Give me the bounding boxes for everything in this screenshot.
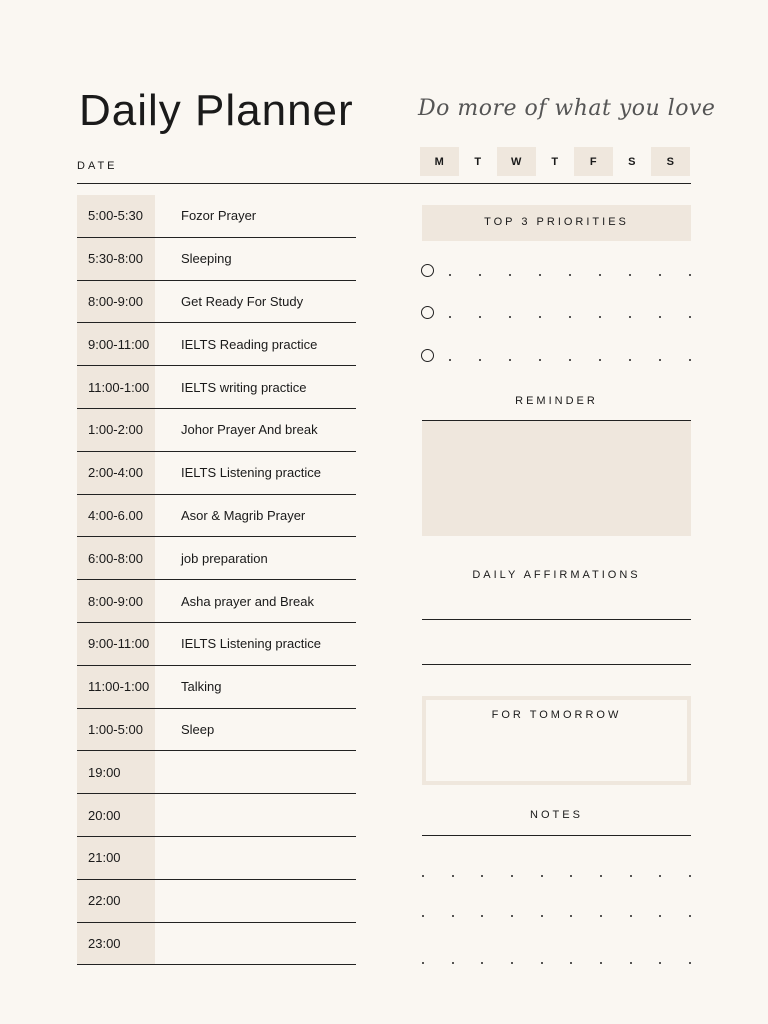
time-slot: 11:00-1:00	[77, 366, 155, 408]
dot	[629, 316, 631, 318]
checkbox-circle-icon[interactable]	[421, 349, 434, 362]
dotted-line	[449, 274, 691, 276]
dot	[689, 359, 691, 361]
dot	[509, 359, 511, 361]
schedule-row[interactable]	[77, 366, 356, 409]
dot	[659, 962, 661, 964]
schedule-row[interactable]	[77, 623, 356, 666]
schedule-row[interactable]	[77, 495, 356, 538]
dot	[629, 274, 631, 276]
dot	[599, 274, 601, 276]
task-text[interactable]: Talking	[181, 679, 222, 695]
weekday-4[interactable]: F	[574, 147, 613, 176]
schedule-row[interactable]	[77, 195, 356, 238]
schedule-row[interactable]	[77, 452, 356, 495]
dot	[479, 274, 481, 276]
schedule-row[interactable]	[77, 666, 356, 709]
dotted-line	[449, 359, 691, 361]
dot	[449, 274, 451, 276]
schedule-row[interactable]	[77, 323, 356, 366]
dot	[659, 316, 661, 318]
time-slot: 8:00-9:00	[77, 580, 155, 622]
time-slot: 23:00	[77, 923, 155, 965]
schedule-row[interactable]	[77, 709, 356, 752]
notes-dotted-line[interactable]	[422, 875, 691, 878]
dot	[452, 962, 454, 964]
dot	[689, 274, 691, 276]
task-text[interactable]: Johor Prayer And break	[181, 422, 318, 438]
time-slot: 9:00-11:00	[77, 623, 155, 665]
time-slot: 19:00	[77, 751, 155, 793]
dot	[569, 274, 571, 276]
checkbox-circle-icon[interactable]	[421, 306, 434, 319]
dot	[600, 962, 602, 964]
dot	[479, 316, 481, 318]
task-text[interactable]: IELTS Reading practice	[181, 336, 318, 352]
schedule-row[interactable]	[77, 238, 356, 281]
dot	[569, 359, 571, 361]
dot	[570, 962, 572, 964]
time-slot: 22:00	[77, 880, 155, 922]
notes-heading: NOTES	[530, 809, 583, 821]
dot	[630, 962, 632, 964]
dot	[511, 875, 513, 877]
dot	[541, 875, 543, 877]
notes-dotted-line[interactable]	[422, 962, 691, 965]
time-slot: 20:00	[77, 794, 155, 836]
page-title: Daily Planner	[79, 86, 354, 135]
dot	[481, 875, 483, 877]
time-slot: 6:00-8:00	[77, 537, 155, 579]
dot	[509, 316, 511, 318]
dot	[539, 274, 541, 276]
notes-divider	[422, 835, 691, 836]
schedule-row[interactable]	[77, 537, 356, 580]
dot	[689, 316, 691, 318]
schedule-row[interactable]	[77, 281, 356, 324]
time-slot: 2:00-4:00	[77, 452, 155, 494]
time-slot: 1:00-2:00	[77, 409, 155, 451]
weekday-5[interactable]: S	[628, 155, 636, 168]
schedule-row[interactable]	[77, 880, 356, 923]
dot	[599, 359, 601, 361]
dot	[659, 274, 661, 276]
task-text[interactable]: Sleep	[181, 721, 215, 737]
time-slot: 9:00-11:00	[77, 323, 155, 365]
dot	[659, 875, 661, 877]
checkbox-circle-icon[interactable]	[421, 264, 434, 277]
dot	[511, 915, 513, 917]
weekday-selector	[420, 147, 690, 176]
task-text[interactable]: Asha prayer and Break	[181, 593, 314, 609]
task-text[interactable]: IELTS writing practice	[181, 379, 307, 395]
task-text[interactable]: IELTS Listening practice	[181, 636, 321, 652]
time-slot: 21:00	[77, 837, 155, 879]
dot	[452, 875, 454, 877]
dot	[539, 316, 541, 318]
dot	[481, 915, 483, 917]
dot	[449, 359, 451, 361]
time-slot: 8:00-9:00	[77, 281, 155, 323]
weekday-3[interactable]: T	[551, 155, 559, 168]
dot	[689, 915, 691, 917]
dot	[479, 359, 481, 361]
header-divider	[77, 183, 691, 184]
tagline: Do more of what you love	[418, 96, 716, 121]
dot	[599, 316, 601, 318]
tomorrow-heading: FOR TOMORROW	[491, 709, 622, 721]
weekday-0[interactable]: M	[420, 147, 459, 176]
dot	[600, 875, 602, 877]
time-slot: 4:00-6.00	[77, 495, 155, 537]
time-slot: 1:00-5:00	[77, 709, 155, 751]
time-slot: 5:30-8:00	[77, 238, 155, 280]
dot	[539, 359, 541, 361]
dot	[541, 915, 543, 917]
dot	[659, 915, 661, 917]
task-text[interactable]: Get Ready For Study	[181, 293, 304, 309]
dot	[422, 875, 424, 877]
dot	[452, 915, 454, 917]
schedule-row[interactable]	[77, 751, 356, 794]
task-text[interactable]: Asor & Magrib Prayer	[181, 507, 306, 523]
weekday-2[interactable]: W	[497, 147, 536, 176]
schedule-row[interactable]	[77, 923, 356, 966]
dot	[570, 875, 572, 877]
affirmation-line[interactable]	[422, 664, 691, 665]
reminder-box[interactable]	[422, 421, 691, 536]
dot	[449, 316, 451, 318]
dot	[600, 915, 602, 917]
dot	[422, 915, 424, 917]
schedule-row[interactable]	[77, 794, 356, 837]
dot	[509, 274, 511, 276]
dot	[689, 962, 691, 964]
priorities-heading: TOP 3 PRIORITIES	[484, 216, 629, 228]
task-text[interactable]: job preparation	[181, 550, 268, 566]
task-text[interactable]: IELTS Listening practice	[181, 465, 321, 481]
affirmation-line[interactable]	[422, 619, 691, 620]
dotted-line	[449, 316, 691, 318]
reminder-heading: REMINDER	[515, 395, 598, 407]
priority-item[interactable]	[421, 347, 691, 363]
time-slot: 11:00-1:00	[77, 666, 155, 708]
notes-dotted-line[interactable]	[422, 915, 691, 918]
dot	[511, 962, 513, 964]
dot	[689, 875, 691, 877]
task-text[interactable]: Fozor Prayer	[181, 208, 257, 224]
schedule-row[interactable]	[77, 409, 356, 452]
priority-item[interactable]	[421, 262, 691, 278]
weekday-1[interactable]: T	[474, 155, 482, 168]
priority-item[interactable]	[421, 304, 691, 320]
dot	[659, 359, 661, 361]
dot	[422, 962, 424, 964]
dot	[630, 875, 632, 877]
schedule-table	[77, 195, 356, 965]
task-text[interactable]: Sleeping	[181, 251, 232, 267]
schedule-row[interactable]	[77, 580, 356, 623]
dot	[481, 962, 483, 964]
time-slot: 5:00-5:30	[77, 195, 155, 237]
dot	[570, 915, 572, 917]
dot	[541, 962, 543, 964]
dot	[629, 359, 631, 361]
dot	[569, 316, 571, 318]
date-label: DATE	[77, 160, 118, 172]
schedule-row[interactable]	[77, 837, 356, 880]
weekday-6[interactable]: S	[651, 147, 690, 176]
affirmations-heading: DAILY AFFIRMATIONS	[472, 569, 641, 581]
dot	[630, 915, 632, 917]
